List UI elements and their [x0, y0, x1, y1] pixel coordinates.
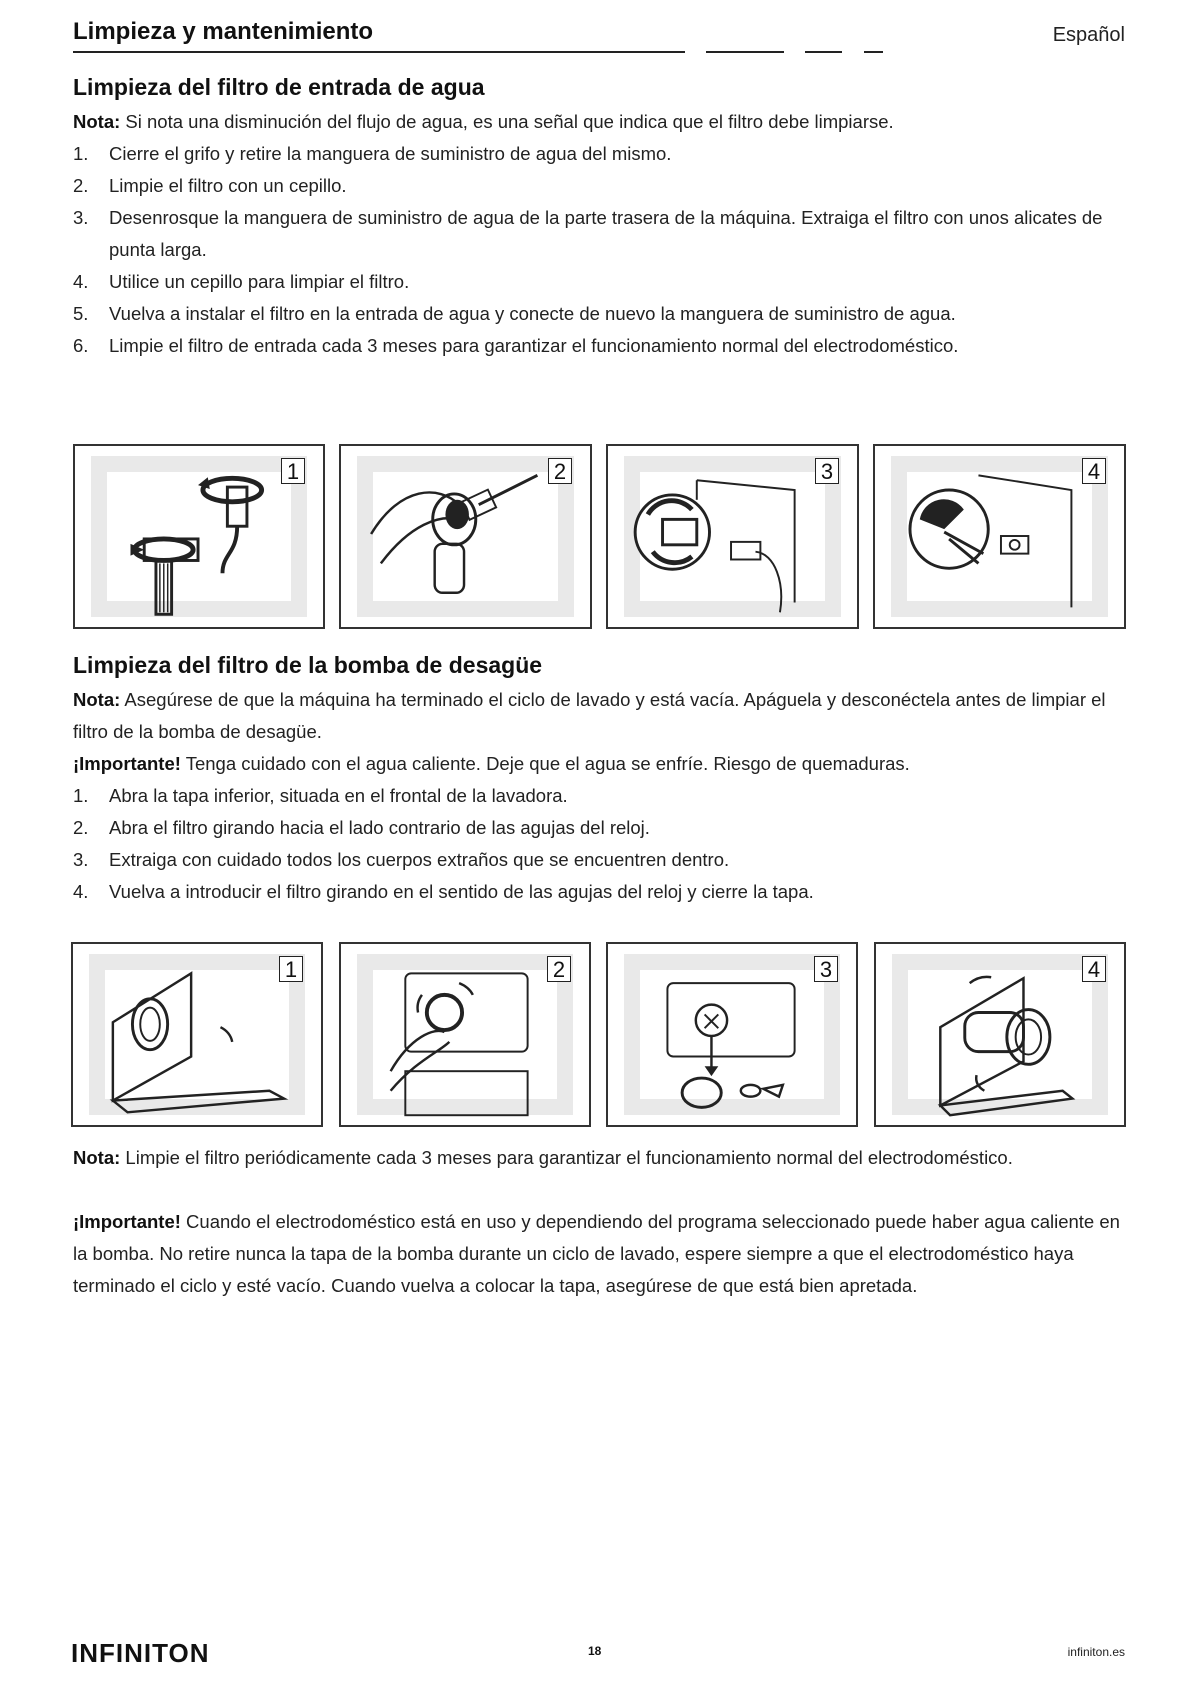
list-item [73, 202, 1133, 266]
step-text: Limpie el filtro de entrada cada 3 meses para garantizar el funcionamiento normal del electrodoméstico. [109, 335, 959, 356]
figure-pump-step-2 [339, 942, 591, 1127]
list-item [73, 170, 1133, 202]
figure-pump-step-1 [71, 942, 323, 1127]
step-number: 3. [73, 207, 89, 228]
website-link[interactable]: infiniton.es [1067, 1645, 1125, 1659]
figure-number-badge: 4 [1082, 458, 1106, 484]
figure-number-badge: 4 [1082, 956, 1106, 982]
note-inlet-filter [73, 106, 1123, 138]
figure-number-badge: 2 [547, 956, 571, 982]
drain-pump-steps [73, 780, 1133, 908]
figure-number-badge: 1 [279, 956, 303, 982]
note-text: Limpie el filtro periódicamente cada 3 meses para garantizar el funcionamiento normal del electrodoméstico. [120, 1147, 1013, 1168]
figure-number-badge: 2 [548, 458, 572, 484]
header-rule-dash [864, 51, 883, 53]
step-number: 5. [73, 303, 89, 324]
list-item [73, 876, 1133, 908]
step-number: 4. [73, 881, 89, 902]
brand-logo: INFINITON [71, 1638, 210, 1668]
note-text: Asegúrese de que la máquina ha terminado el ciclo de lavado y está vacía. Apáguela y desconéctela antes de limpiar el filtro de la bomba de desagüe. [73, 689, 1106, 742]
figure-number-badge: 1 [281, 458, 305, 484]
note-periodic-cleaning [73, 1142, 1123, 1174]
figure-number-badge: 3 [815, 458, 839, 484]
figure-inlet-step-3 [606, 444, 859, 629]
list-item [73, 780, 1133, 812]
header-rule-dash [706, 51, 784, 53]
note-label: Nota: [73, 689, 121, 710]
figure-inlet-step-1 [73, 444, 325, 629]
list-item [73, 812, 1133, 844]
list-item [73, 844, 1133, 876]
important-text: Tenga cuidado con el agua caliente. Deje que el agua se enfríe. Riesgo de quemaduras. [180, 753, 910, 774]
important-hot-water [73, 1206, 1123, 1302]
note-text: Si nota una disminución del flujo de agua, es una señal que indica que el filtro debe limpiarse. [120, 111, 894, 132]
step-text: Cierre el grifo y retire la manguera de suministro de agua del mismo. [109, 143, 672, 164]
step-text: Vuelva a instalar el filtro en la entrada de agua y conecte de nuevo la manguera de suministro de agua. [109, 303, 956, 324]
step-text: Limpie el filtro con un cepillo. [109, 175, 347, 196]
important-label: ¡Importante! [73, 1211, 181, 1232]
step-text: Abra el filtro girando hacia el lado contrario de las agujas del reloj. [109, 817, 650, 838]
important-text: Cuando el electrodoméstico está en uso y dependiendo del programa seleccionado puede haber agua caliente en la bomba. No retire nunca la tapa de la bomba durante un ciclo de lavado, espere siempre a que el electrodoméstico haya terminado el ciclo y esté vacío. Cuando vuelva a colocar la tapa, asegúrese de que está bien apretada. [73, 1211, 1120, 1296]
list-item [73, 266, 1133, 298]
note-drain-pump [73, 684, 1123, 748]
step-number: 6. [73, 335, 89, 356]
step-text: Vuelva a introducir el filtro girando en el sentido de las agujas del reloj y cierre la tapa. [109, 881, 814, 902]
list-item [73, 298, 1133, 330]
list-item [73, 330, 1133, 362]
step-number: 3. [73, 849, 89, 870]
note-label: Nota: [73, 1147, 121, 1168]
figure-inlet-step-2 [339, 444, 592, 629]
step-number: 1. [73, 143, 89, 164]
figure-number-badge: 3 [814, 956, 838, 982]
page-header-title: Limpieza y mantenimiento [73, 18, 374, 45]
page-number: 18 [588, 1644, 602, 1658]
inlet-filter-steps [73, 138, 1133, 362]
language-label: Español [1052, 24, 1125, 46]
important-label: ¡Importante! [73, 753, 181, 774]
section-title-drain-pump-filter: Limpieza del filtro de la bomba de desagüe [73, 652, 543, 678]
important-drain-pump [73, 748, 1123, 780]
section-title-inlet-filter: Limpieza del filtro de entrada de agua [73, 74, 485, 100]
step-number: 2. [73, 175, 89, 196]
figure-inlet-step-4 [873, 444, 1126, 629]
step-text: Desenrosque la manguera de suministro de agua de la parte trasera de la máquina. Extraiga el filtro con unos alicates de punta larga. [109, 207, 1103, 260]
header-rule-dash [805, 51, 842, 53]
note-label: Nota: [73, 111, 121, 132]
step-number: 1. [73, 785, 89, 806]
figure-pump-step-3 [606, 942, 858, 1127]
step-text: Abra la tapa inferior, situada en el frontal de la lavadora. [109, 785, 568, 806]
step-text: Extraiga con cuidado todos los cuerpos extraños que se encuentren dentro. [109, 849, 730, 870]
list-item [73, 138, 1133, 170]
figure-pump-step-4 [874, 942, 1126, 1127]
step-number: 4. [73, 271, 89, 292]
header-rule [73, 51, 685, 53]
step-text: Utilice un cepillo para limpiar el filtro. [109, 271, 410, 292]
step-number: 2. [73, 817, 89, 838]
